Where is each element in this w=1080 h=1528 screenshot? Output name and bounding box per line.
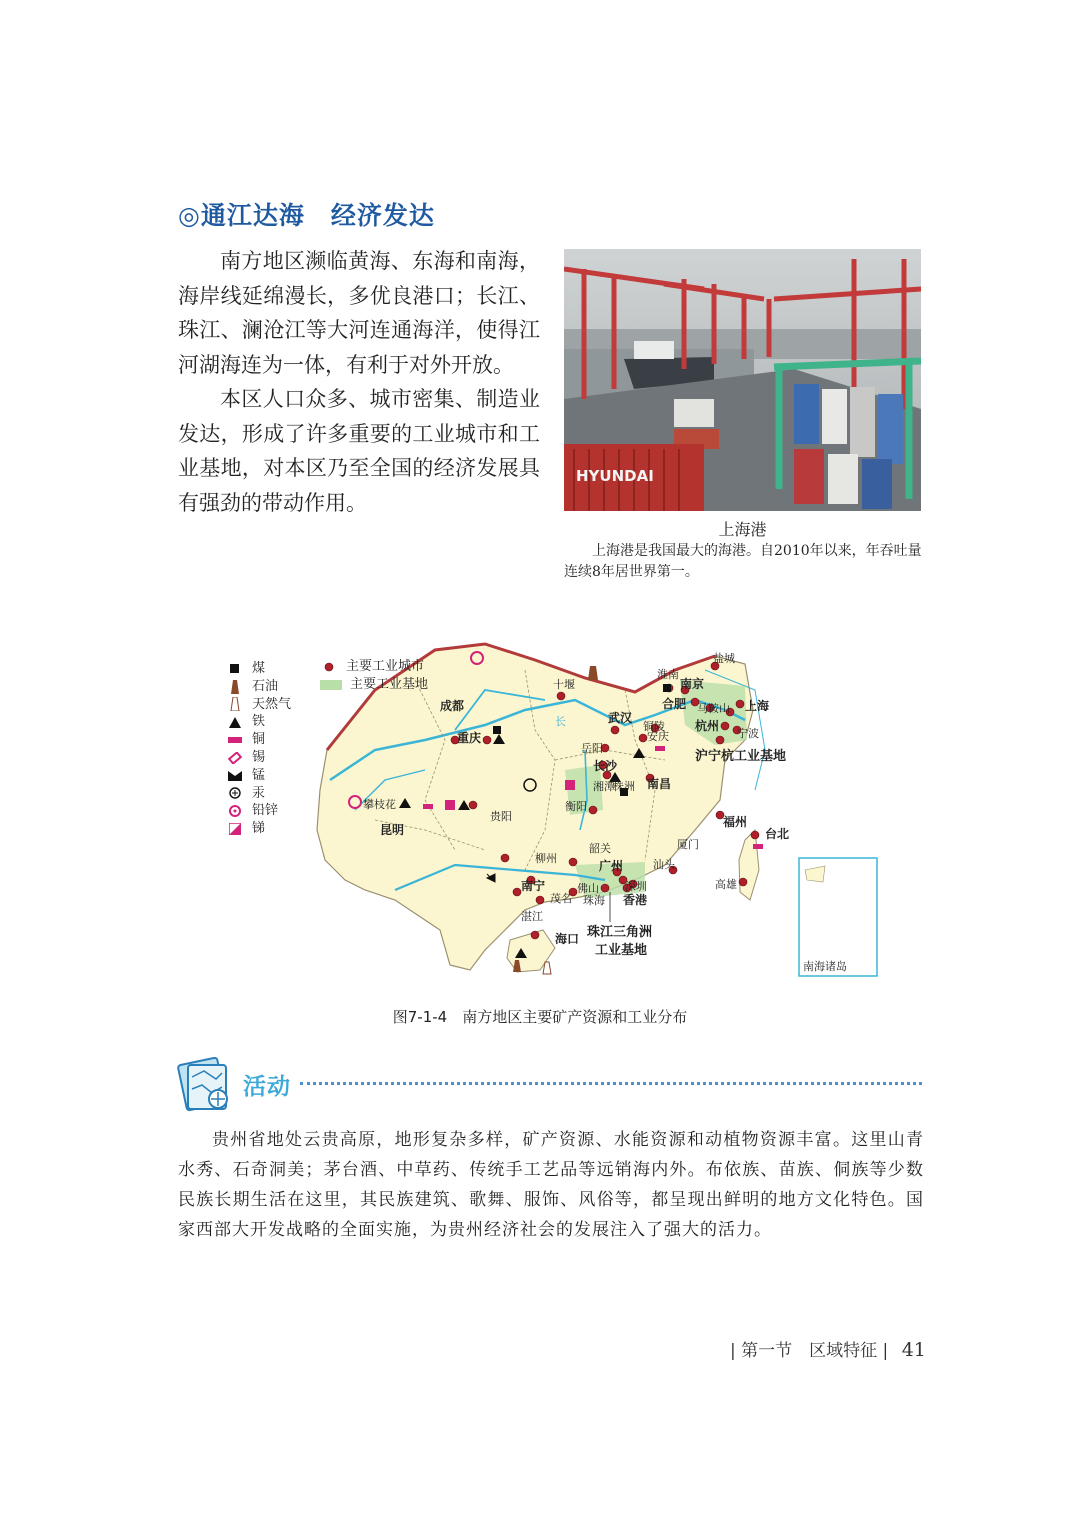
legend-manganese: 锰 (226, 767, 291, 785)
label-maoming: 茂名 (550, 892, 572, 905)
label-shantou: 汕头 (653, 858, 675, 871)
label-zhuhai: 珠海 (583, 894, 605, 907)
legend-minerals (226, 660, 291, 838)
activity-divider (300, 1082, 922, 1085)
lead-zinc-icon (226, 805, 244, 817)
copper-icon (226, 737, 244, 743)
label-zhanjiang: 湛江 (521, 910, 543, 923)
label-shenzhen: 深圳 (625, 880, 647, 893)
label-chengdu: 成都 (440, 699, 465, 713)
section-title: ◎通江达海 经济发达 (178, 201, 435, 230)
label-tongling: 铜陵 (643, 720, 665, 733)
activity-text (178, 1125, 924, 1245)
label-fuzhou: 福州 (723, 815, 748, 829)
label-xiamen: 厦门 (677, 838, 699, 851)
port-photo-illustration (564, 249, 921, 511)
label-huning-base: 沪宁杭工业基地 (695, 749, 787, 764)
paragraph-1: 南方地区濒临黄海、东海和南海，海岸线延绵漫长，多优良港口；长江、珠江、澜沧江等大河连通海洋，使得江河湖海连为一体，有利于对外开放。 (178, 249, 540, 377)
label-foshan: 佛山 (577, 882, 599, 895)
activity-paragraph: 贵州省地处云贵高原，地形复杂多样，矿产资源、水能资源和动植物资源丰富。这里山青水秀、石奇洞美；茅台酒、中草药、传统手工艺品等远销海内外。布依族、苗族、侗族等少数民族长期生活在这里，其民族建筑、歌舞、服饰、风俗等，都呈现出鲜明的地方文化特色。国家西部大开发战略的全面实施，为贵州经济社会的发展注入了强大的活力。 (178, 1130, 924, 1240)
oil-icon (226, 680, 244, 694)
legend-gas: 天然气 (226, 696, 291, 714)
label-yueyang: 岳阳 (581, 742, 603, 755)
city-dot-icon (320, 662, 338, 672)
page-footer (730, 1336, 926, 1361)
mercury-icon (226, 787, 244, 799)
label-hangzhou: 杭州 (695, 719, 720, 733)
iron-icon (226, 717, 244, 728)
photo-caption-text: 上海港是我国最大的海港。自2010年以来，年吞吐量连续8年居世界第一。 (564, 543, 922, 580)
label-xianggang: 香港 (623, 893, 648, 907)
label-wuhan: 武汉 (608, 711, 633, 725)
manganese-icon (226, 771, 244, 781)
body-text (178, 244, 540, 520)
legend-tin: 锡 (226, 749, 291, 767)
label-panzhihua: 攀枝花 (363, 798, 396, 811)
page-number: 41 (901, 1339, 926, 1361)
label-yancheng: 盐城 (713, 652, 735, 665)
shanghai-port-photo (564, 249, 921, 511)
legend-oil: 石油 (226, 678, 291, 696)
gas-icon (226, 697, 244, 711)
footer-section: 第一节 区域特征 (741, 1341, 878, 1361)
legend-iron: 铁 (226, 713, 291, 731)
legend-lead-zinc: 铅锌 (226, 802, 291, 820)
container-brand: HYUNDAI (576, 467, 654, 485)
coal-icon (226, 664, 244, 674)
label-haikou: 海口 (555, 932, 580, 946)
legend-copper: 铜 (226, 731, 291, 749)
label-zhujiang-base-1: 珠江三角洲 (587, 925, 653, 940)
label-shiyan: 十堰 (553, 678, 575, 691)
activity-title: 活动 (243, 1074, 291, 1100)
legend-mercury: 汞 (226, 785, 291, 803)
legend-industry (320, 658, 428, 694)
label-nanning: 南宁 (521, 879, 546, 893)
label-kunming: 昆明 (380, 823, 405, 837)
paragraph-2: 本区人口众多、城市密集、制造业发达，形成了许多重要的工业城市和工业基地，对本区乃至全国的经济发展具有强劲的带动作用。 (178, 387, 540, 515)
photo-caption (564, 541, 924, 583)
label-taibei: 台北 (765, 827, 790, 841)
label-huainan: 淮南 (657, 668, 679, 681)
label-shanghai: 上海 (745, 699, 770, 713)
label-shaoguan: 韶关 (589, 842, 611, 855)
legend-antimony: 锑 (226, 820, 291, 838)
base-area-icon (320, 680, 342, 690)
legend-coal: 煤 (226, 660, 291, 678)
label-ningbo: 宁波 (737, 727, 759, 740)
label-hefei: 合肥 (662, 697, 687, 711)
footer-bar-right: | (882, 1341, 889, 1361)
tin-icon (226, 752, 244, 764)
legend-industrial-base: 主要工业基地 (320, 676, 428, 694)
label-anqing: 安庆 (647, 730, 669, 743)
label-nanhai: 南海诸岛 (803, 960, 847, 973)
label-chongqing: 重庆 (457, 731, 482, 745)
label-guiyang: 贵阳 (490, 810, 512, 823)
label-zhuzhou: 株洲 (613, 780, 635, 793)
label-liuzhou: 柳州 (535, 852, 557, 865)
figure-caption: 图7-1-4 南方地区主要矿产资源和工业分布 (392, 1008, 688, 1026)
taiwan-island (739, 830, 759, 900)
label-gaoxiong: 高雄 (715, 878, 737, 891)
label-zhujiang-base-2: 工业基地 (595, 943, 648, 958)
label-guangzhou: 广州 (599, 859, 624, 873)
footer-bar-left: | (730, 1341, 736, 1361)
label-hengyang: 衡阳 (565, 800, 587, 813)
label-nanjing: 南京 (680, 677, 705, 691)
legend-industrial-city: 主要工业城市 (320, 658, 428, 676)
label-xiangtan: 湘潭 (593, 780, 615, 793)
activity-map-icon (176, 1057, 234, 1113)
antimony-icon (226, 823, 244, 835)
label-nanchang: 南昌 (647, 777, 672, 791)
photo-title: 上海港 (718, 520, 767, 539)
label-changsha: 长沙 (593, 759, 618, 773)
label-maanshan: 马鞍山 (697, 702, 730, 715)
label-changjiang: 长 (555, 715, 566, 728)
